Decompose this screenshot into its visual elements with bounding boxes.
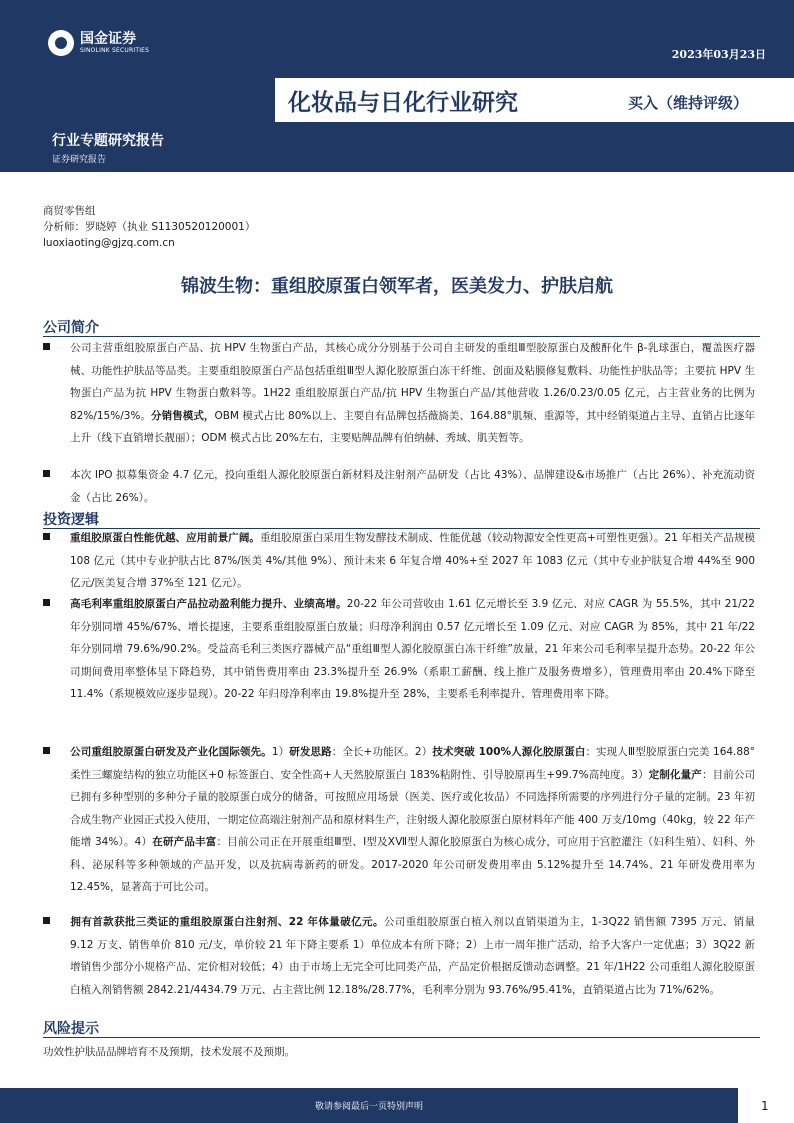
logo-mark-icon <box>48 30 74 56</box>
footer-disclaimer[interactable]: 敬请参阅最后一页特别声明 <box>314 1102 423 1112</box>
bullet-icon <box>43 917 50 924</box>
analyst-email[interactable]: luoxiaoting@gjzq.com.cn <box>43 237 175 249</box>
report-date: 2023年03月23日 <box>671 48 766 61</box>
page-number: 1 <box>761 1099 769 1113</box>
section-rule <box>43 1037 760 1038</box>
industry-title: 化妆品与日化行业研究 <box>288 90 518 116</box>
bullet-icon <box>43 343 50 350</box>
logo-cn: 国金证券 <box>80 31 136 47</box>
analyst-name: 分析师：罗晓婷（执业 S1130520120001） <box>43 221 256 233</box>
bullet-icon <box>43 533 50 540</box>
analyst-group: 商贸零售组 <box>43 205 96 217</box>
logic-paragraph-1: 重组胶原蛋白性能优越、应用前景广阔。重组胶原蛋白采用生物发酵技术制成、性能优越（较动物源安全性更高+可塑性更强）。21 年相关产品规模 108 亿元（其中专业护肤占比 87%/医美 4%/其他 9%）、预计未来 6 年复合增 40%+至 2027 年 1083 亿元（其中专业护肤复合增 44%至 900 亿元/医美复合增 37%至 121 亿元）。 <box>43 527 755 595</box>
logic-paragraph-2: 高毛利率重组胶原蛋白产品拉动盈利能力提升、业绩高增。20-22 年公司营收由 1.61 亿元增长至 3.9 亿元、对应 CAGR 为 55.5%，其中 21/22 年分别同增 45%/67%、增长提速，主要系重组胶原蛋白放量；归母净利润由 0.57 亿元增长至 1.09 亿元、对应 CAGR 为 85%，其中 21 年/22 年分别同增 79.6%/90.2%。受益高毛利三类医疗器械产品“重组Ⅲ型人源化胶原蛋白冻干纤维”放量，21 年来公司毛利率呈提升态势。20-22 年公司期间费用率整体呈下降趋势，其中销售费用率由 23.3%提升至 26.9%（系职工薪酬、线上推广及服务费增多），管理费用率由 20.4%下降至 11.4%（系规模效应逐步显现）。20-22 年归母净利率由 19.8%提升至 28%，主要系毛利率提升、管理费用率下降。 <box>43 593 755 706</box>
intro-paragraph-2: 本次 IPO 拟募集资金 4.7 亿元，投向重组人源化胶原蛋白新材料及注射剂产品研发（占比 43%）、品牌建设&市场推广（占比 26%）、补充流动资金（占比 26%）。 <box>43 464 755 509</box>
logic-paragraph-3: 公司重组胶原蛋白研发及产业化国际领先。1）研发思路：全长+功能区。2）技术突破 100%人源化胶原蛋白：实现人Ⅲ型胶原蛋白完美 164.88°柔性三螺旋结构的独立功能区+0 标签蛋白、安全性高+人天然胶原蛋白 183%粘附性、引导胶原再生+99.7%高纯度。3）定制化量产：目前公司已拥有多种型别的多种分子量的胶原蛋白成分的储备，可按照应用场景（医美、医疗或化妆品）不同选择所需要的序列进行分子量的定制。23 年初合成生物产业园正式投入使用，一期定位高端注射剂产品和原材料生产，注射级人源化胶原蛋白原材料年产能 400 万支/10mg（40kg，较 22 年产能增 34%）。4）在研产品丰富：目前公司正在开展重组Ⅲ型、Ⅰ型及ⅩⅦ型人源化胶原蛋白为核心成分，可应用于宫腔灌注（妇科生殖）、妇科、外科、泌尿科等多种领域的产品开发，以及抗病毒新药的研发。2017-2020 年公司研发费用率由 5.12%提升至 14.74%、21 年研发费用率为 12.45%，显著高于可比公司。 <box>43 741 755 899</box>
intro-paragraph-1: 公司主营重组胶原蛋白产品、抗 HPV 生物蛋白产品，其核心成分分别基于公司自主研发的重组Ⅲ型胶原蛋白及酸酐化牛 β-乳球蛋白，覆盖医疗器械、功能性护肤品等品类。主要重组胶原蛋白产品包括重组Ⅲ型人源化胶原蛋白冻干纤维、创面及粘膜修复敷料、功能性护肤品等；主要抗 HPV 生物蛋白产品为抗 HPV 生物蛋白敷料等。1H22 重组胶原蛋白产品/抗 HPV 生物蛋白产品/其他营收 1.26/0.23/0.05 亿元，占主营业务的比例为 82%/15%/3%。分销售模式，OBM 模式占比 80%以上、主要自有品牌包括薇旖美、164.88°肌频、重源等，其中经销渠道占主导、直销占比逐年上升（线下直销增长靓丽）；ODM 模式占比 20%左右，主要贴牌品牌有伯纳赫、秀域、肌芙暂等。 <box>43 337 755 450</box>
report-headline: 锦波生物：重组胶原蛋白领军者，医美发力、护肤启航 <box>181 276 613 297</box>
bullet-icon <box>43 599 50 606</box>
analyst-info <box>43 203 255 251</box>
bullet-icon <box>43 470 50 477</box>
report-subtype: 证券研究报告 <box>52 155 107 165</box>
bullet-icon <box>43 747 50 754</box>
section-title-logic: 投资逻辑 <box>43 512 99 528</box>
section-title-intro: 公司简介 <box>43 320 99 336</box>
report-type: 行业专题研究报告 <box>52 133 164 149</box>
logo-en: SINOLINK SECURITIES <box>80 47 150 54</box>
company-logo <box>48 30 149 56</box>
rating-label: 买入（维持评级） <box>628 94 749 112</box>
section-title-risk: 风险提示 <box>43 1021 99 1037</box>
report-header <box>0 0 794 172</box>
risk-paragraph: 功效性护肤品品牌培育不及预期，技术发展不及预期。 <box>43 1046 295 1058</box>
logic-paragraph-4: 拥有首款获批三类证的重组胶原蛋白注射剂、22 年体量破亿元。公司重组胶原蛋白植入剂以直销渠道为主，1-3Q22 销售额 7395 万元、销量 9.12 万支、销售单价 810 元/支，单价较 21 年下降主要系 1）单位成本有所下降；2）上市一周年推广活动，给予大客户一定优惠；3）3Q22 新增销售少部分小规格产品、定价相对较低；4）由于市场上无完全可比同类产品，产品定价根据反馈动态调整。21 年/1H22 公司重组人源化胶原蛋白植入剂销售额 2842.21/4434.79 万元、占主营比例 12.18%/28.77%，毛利率分别为 93.76%/95.41%，直销渠道占比为 71%/62%。 <box>43 911 755 1001</box>
